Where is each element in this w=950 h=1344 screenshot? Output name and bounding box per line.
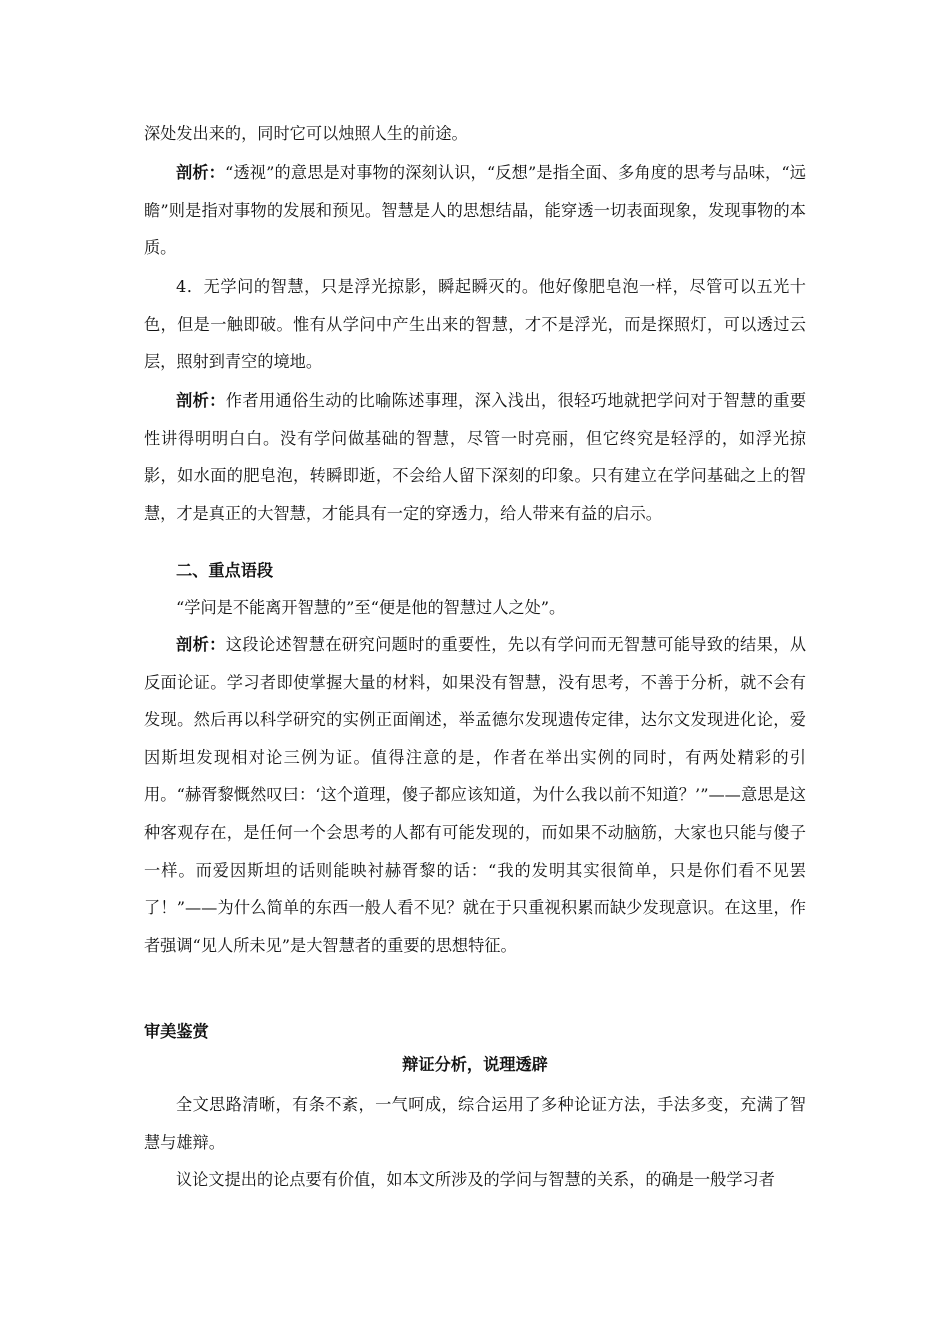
quote-text: 4．无学问的智慧，只是浮光掠影，瞬起瞬灭的。他好像肥皂泡一样，尽管可以五光十色，但是一触即破。惟有从学问中产生出来的智慧，才不是浮光，而是探照灯，可以透过云层，照射到青空的境地。 — [144, 277, 806, 372]
quote-paragraph-4 — [144, 268, 806, 381]
analysis-paragraph-3 — [144, 626, 806, 964]
subsection-title: 辩证分析，说理透辟 — [402, 1055, 548, 1074]
paragraph-text: 深处发出来的，同时它可以烛照人生的前途。 — [144, 124, 468, 143]
paragraph-continuation — [144, 115, 806, 153]
analysis-label: 剖析： — [176, 391, 226, 410]
analysis-label: 剖析： — [176, 163, 226, 182]
analysis-text: 作者用通俗生动的比喻陈述事理，深入浅出，很轻巧地就把学问对于智慧的重要性讲得明明白白。没有学问做基础的智慧，尽管一时亮丽，但它终究是轻浮的，如浮光掠影，如水面的肥皂泡，转瞬即逝，不会给人留下深刻的印象。只有建立在学问基础之上的智慧，才是真正的大智慧，才能具有一定的穿透力，给人带来有益的启示。 — [144, 391, 807, 523]
body-text: 议论文提出的论点要有价值，如本文所涉及的学问与智慧的关系，的确是一般学习者 — [176, 1170, 775, 1189]
passage-reference-text: “学问是不能离开智慧的”至“便是他的智慧过人之处”。 — [176, 598, 566, 617]
body-text: 全文思路清晰，有条不紊，一气呵成，综合运用了多种论证方法，手法多变，充满了智慧与雄辩。 — [144, 1095, 806, 1152]
section-heading-key-passage: 二、重点语段 — [176, 561, 274, 580]
body-paragraph-1 — [144, 1086, 806, 1161]
body-paragraph-2 — [144, 1161, 806, 1199]
analysis-text: 这段论述智慧在研究问题时的重要性，先以有学问而无智慧可能导致的结果，从反面论证。学习者即使掌握大量的材料，如果没有智慧，没有思考，不善于分析，就不会有发现。然后再以科学研究的实例正面阐述，举孟德尔发现遗传定律，达尔文发现进化论，爱因斯坦发现相对论三例为证。值得注意的是，作者在举出实例的同时，有两处精彩的引用。“赫胥黎慨然叹曰：‘这个道理，傻子都应该知道，为什么我以前不知道？’”——意思是这种客观存在，是任何一个会思考的人都有可能发现的，而如果不动脑筋，大家也只能与傻子一样。而爱因斯坦的话则能映衬赫胥黎的话：“我的发明其实很简单，只是你们看不见罢了！”——为什么简单的东西一般人看不见？就在于只重视积累而缺少发现意识。在这里，作者强调“见人所未见”是大智慧者的重要的思想特征。 — [144, 635, 807, 955]
analysis-label: 剖析： — [176, 635, 226, 654]
passage-reference — [144, 589, 806, 627]
analysis-paragraph-1 — [144, 154, 806, 267]
analysis-paragraph-2 — [144, 382, 806, 532]
section-title-aesthetic: 审美鉴赏 — [144, 1022, 209, 1041]
analysis-text: “透视”的意思是对事物的深刻认识，“反想”是指全面、多角度的思考与品味，“远瞻”则是指对事物的发展和预见。智慧是人的思想结晶，能穿透一切表面现象，发现事物的本质。 — [144, 163, 806, 258]
